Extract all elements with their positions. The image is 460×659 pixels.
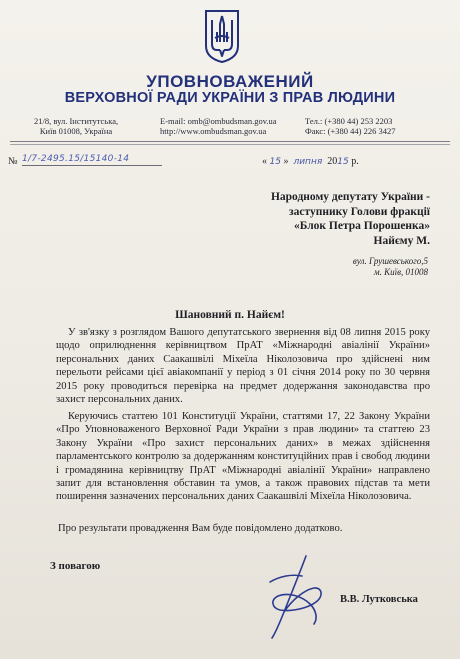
greeting: Шановний п. Найєм!: [175, 309, 285, 321]
recipient-address: вул. Грушевського,5 м. Київ, 01008: [352, 256, 428, 277]
org-address: 21/8, вул. Інститутська, Київ 01008, Україна: [34, 116, 119, 136]
tryzub-emblem-icon: [203, 8, 241, 64]
website-link[interactable]: http://www.ombudsman.gov.ua: [160, 126, 267, 136]
signatory-name: В.В. Лутковська: [340, 594, 418, 605]
org-phone-contacts: Тел.: (+380 44) 253 2203 Факс: (+380 44) 226 3427: [305, 116, 396, 136]
org-web-contacts: [160, 116, 277, 136]
date-year: 15: [337, 157, 349, 167]
reference-number: 1/7-2495.15/15140-14: [22, 153, 162, 166]
header-divider: [10, 141, 450, 142]
body-paragraph-2: Керуючись статтею 101 Конституції України, статтями 17, 22 Закону України «Про Уповноваженого Верховної Ради України з прав людини» та статтею 23 Закону України «Про захист персональних даних» в межах здійснення парламентського контролю за додержанням конституційних прав і свобод людини і громадянина керівництву ПрАТ «Міжнародні авіалінії України» направлено запит для встановлення обставин та умов, а також правових підстав та мети поширення зазначених персональних даних Саакашвілі Міхеїла Ніколозовича.: [56, 411, 430, 503]
recipient-block: Народному депутату України - заступнику Голови фракції «Блок Петра Порошенка» Найєму М.: [270, 191, 430, 247]
reference-number-label: №: [8, 156, 18, 167]
org-subtitle: ВЕРХОВНОЇ РАДИ УКРАЇНИ З ПРАВ ЛЮДИНИ: [64, 90, 396, 106]
header-divider-secondary: [10, 144, 450, 145]
body-paragraph-3: Про результати провадження Вам буде повідомлено додатково.: [58, 523, 343, 534]
date-month: липня: [293, 157, 323, 167]
handwritten-signature-icon: [262, 552, 342, 640]
body-paragraph-1: У зв'язку з розглядом Вашого депутатського звернення від 08 липня 2015 року щодо оприлюднення керівництвом ПрАТ «Міжнародні авіалінії України» персональних даних Саакашвілі Міхеїла Ніколозовича про здійснені ним перельоти рейсами цієї авіакомпанії у період з 01 січня 2014 року по 30 червня 2015 року проводиться перевірка на предмет додержання законодавства про захист персональних даних.: [56, 327, 430, 406]
closing-phrase: З повагою: [50, 560, 101, 572]
email-link[interactable]: E-mail: omb@ombudsman.gov.ua: [160, 116, 277, 126]
letter-date: « 15 » липня 2015 р.: [262, 156, 359, 167]
date-day: 15: [269, 157, 281, 167]
org-title: УПОВНОВАЖЕНИЙ: [146, 72, 314, 91]
